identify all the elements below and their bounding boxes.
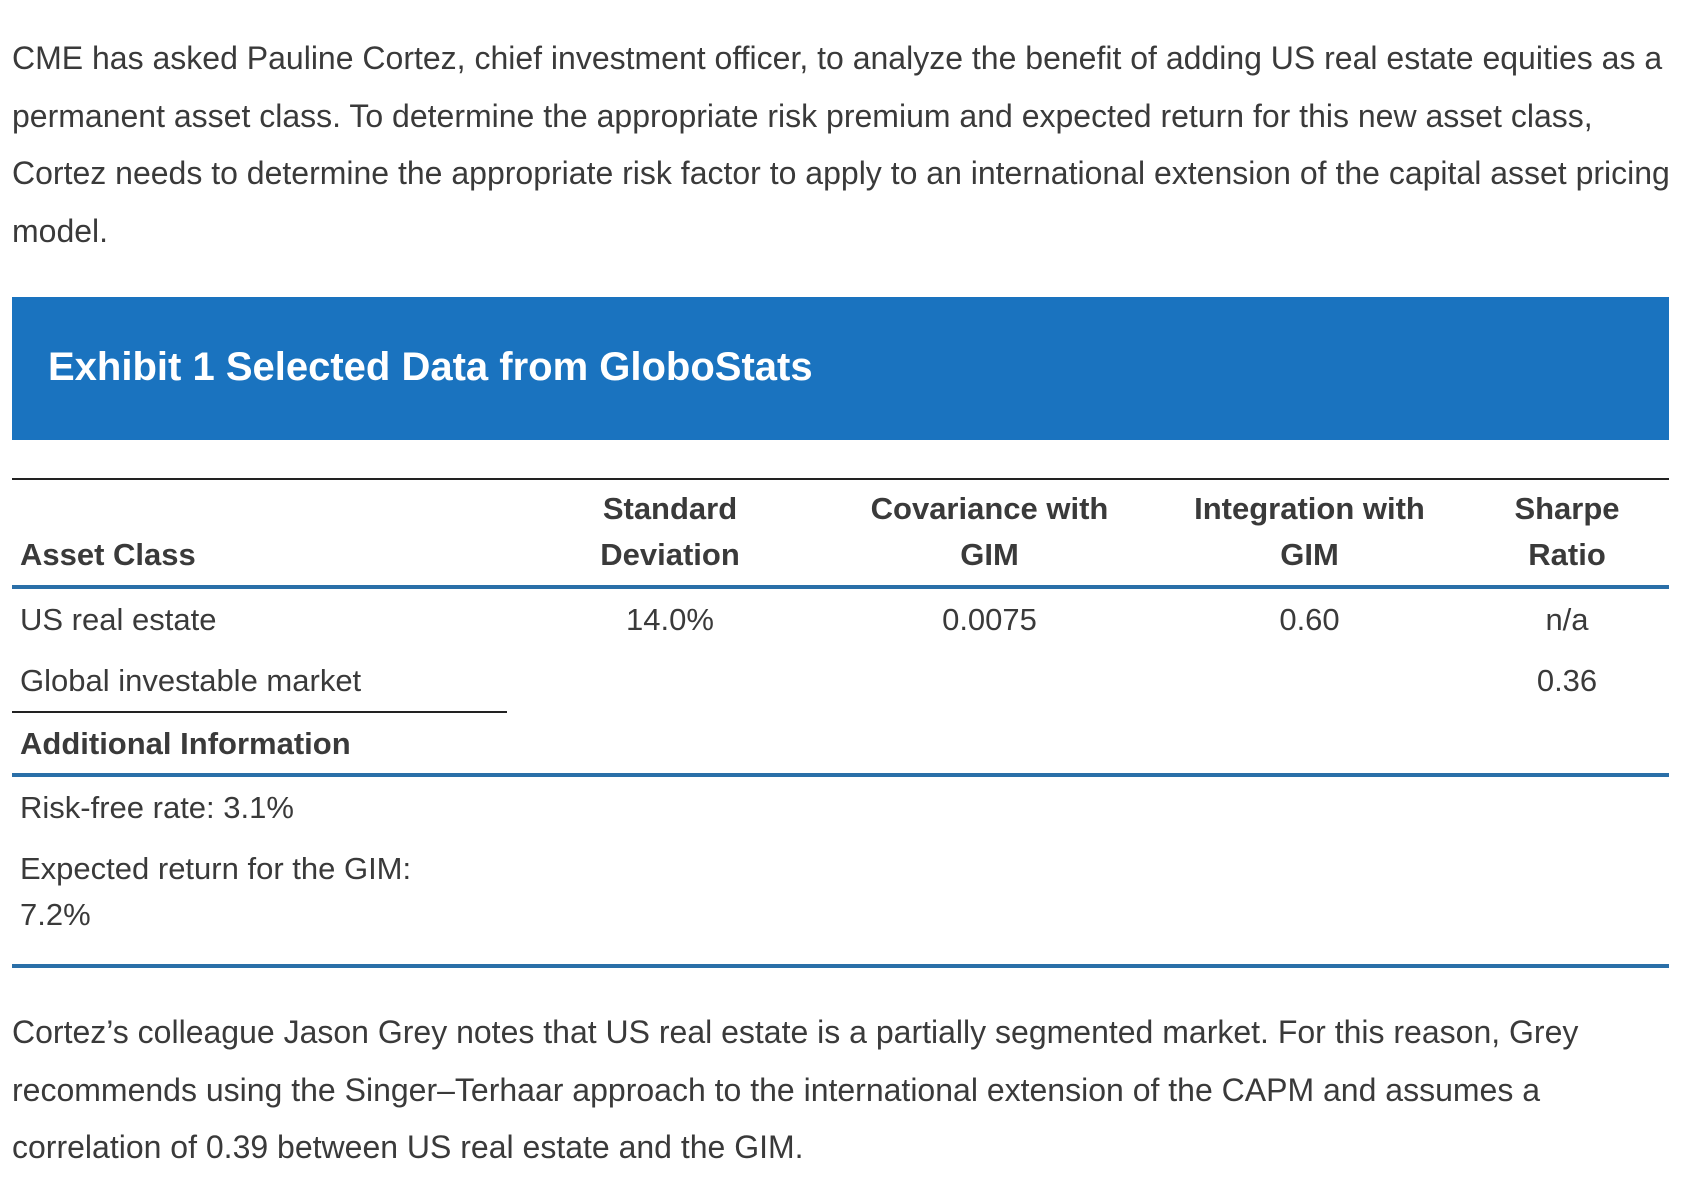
header-sharpe-line2: Ratio <box>1528 537 1606 572</box>
additional-info-heading: Additional Information <box>20 726 351 761</box>
intro-paragraph: CME has asked Pauline Cortez, chief investment officer, to analyze the benefit of adding US real estate equities as a permanent asset class. To determine the appropriate risk premium and expected return for this new asset class, Cortez needs to determine the appropriate risk factor to apply to an international extension of the capital asset pricing model. <box>12 40 1670 249</box>
header-std-dev-line1: Standard <box>602 491 738 526</box>
section-divider <box>12 711 507 713</box>
header-std-dev-line2: Deviation <box>600 537 740 572</box>
table-top-rule <box>12 478 1669 480</box>
expected-return-label: Expected return for the GIM: <box>20 851 412 886</box>
exhibit-title: Exhibit 1 Selected Data from GloboStats <box>48 345 813 389</box>
closing-paragraph: Cortez’s colleague Jason Grey notes that US real estate is a partially segmented market. For this reason, Grey recommends using the Singer–Terhaar approach to the international extension of the CAPM and assumes a correlation of 0.39 between US real estate and the GIM. <box>12 1014 1579 1165</box>
row-integration: 0.60 <box>1279 602 1340 637</box>
row-covariance: 0.0075 <box>942 602 1037 637</box>
row-sharpe: n/a <box>1545 602 1589 637</box>
additional-info-rule <box>12 773 1669 777</box>
header-sharpe-line1: Sharpe <box>1514 491 1620 526</box>
row-std-dev: 14.0% <box>626 602 714 637</box>
header-rule <box>12 585 1669 589</box>
header-covariance-line1: Covariance with <box>870 491 1109 526</box>
header-integration-line2: GIM <box>1280 537 1339 572</box>
exhibit-banner <box>12 297 1669 440</box>
expected-return-value: 7.2% <box>20 897 91 932</box>
table-bottom-rule <box>12 964 1669 968</box>
header-asset-class: Asset Class <box>20 537 196 572</box>
header-integration-line1: Integration with <box>1194 491 1425 526</box>
row-asset: Global investable market <box>20 663 362 698</box>
risk-free-rate: Risk-free rate: 3.1% <box>20 790 294 825</box>
row-asset: US real estate <box>20 602 217 637</box>
row-sharpe: 0.36 <box>1536 663 1598 698</box>
header-covariance-line2: GIM <box>960 537 1019 572</box>
